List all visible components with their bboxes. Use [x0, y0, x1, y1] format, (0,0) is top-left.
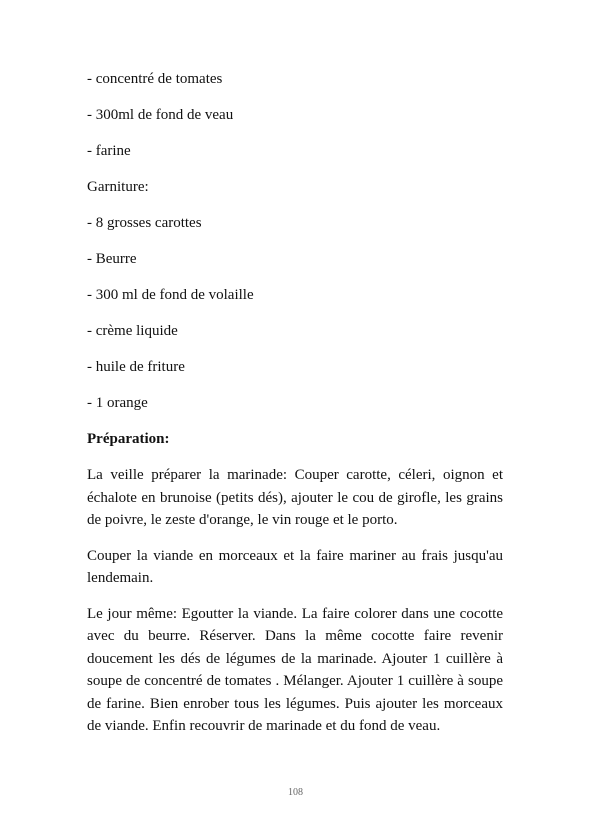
ingredient-item: - 300ml de fond de veau — [87, 107, 234, 123]
garniture-item: - huile de friture — [87, 359, 185, 375]
ingredient-item: - farine — [87, 143, 131, 159]
garniture-item: - crème liquide — [87, 323, 178, 339]
garniture-label: Garniture: — [87, 179, 149, 195]
ingredient-item: - concentré de tomates — [87, 71, 223, 87]
garniture-item: - 8 grosses carottes — [87, 215, 202, 231]
preparation-paragraph: La veille préparer la marinade: Couper carotte, céleri, oignon et échalote en brunoise (petits dés), ajouter le cou de girofle, les grains de poivre, le zeste d'orange, le vin rouge et le porto. — [87, 467, 503, 528]
page-number: 108 — [288, 787, 303, 798]
preparation-heading: Préparation: — [87, 431, 170, 447]
recipe-content — [87, 68, 503, 738]
garniture-item: - 1 orange — [87, 395, 148, 411]
preparation-paragraph: Couper la viande en morceaux et la faire mariner au frais jusqu'au lendemain. — [87, 547, 503, 586]
garniture-item: - Beurre — [87, 251, 137, 267]
preparation-paragraph: Le jour même: Egoutter la viande. La faire colorer dans une cocotte avec du beurre. Réserver. Dans la même cocotte faire revenir doucement les dés de légumes de la marinade. Ajouter 1 cuillère à soupe de concentré de tomates . Mélanger. Ajouter 1 cuillère à soupe de farine. Bien enrober tous les légumes. Puis ajouter les morceaux de viande. Enfin recouvrir de marinade et du fond de veau. — [87, 605, 503, 734]
garniture-item: - 300 ml de fond de volaille — [87, 287, 254, 303]
